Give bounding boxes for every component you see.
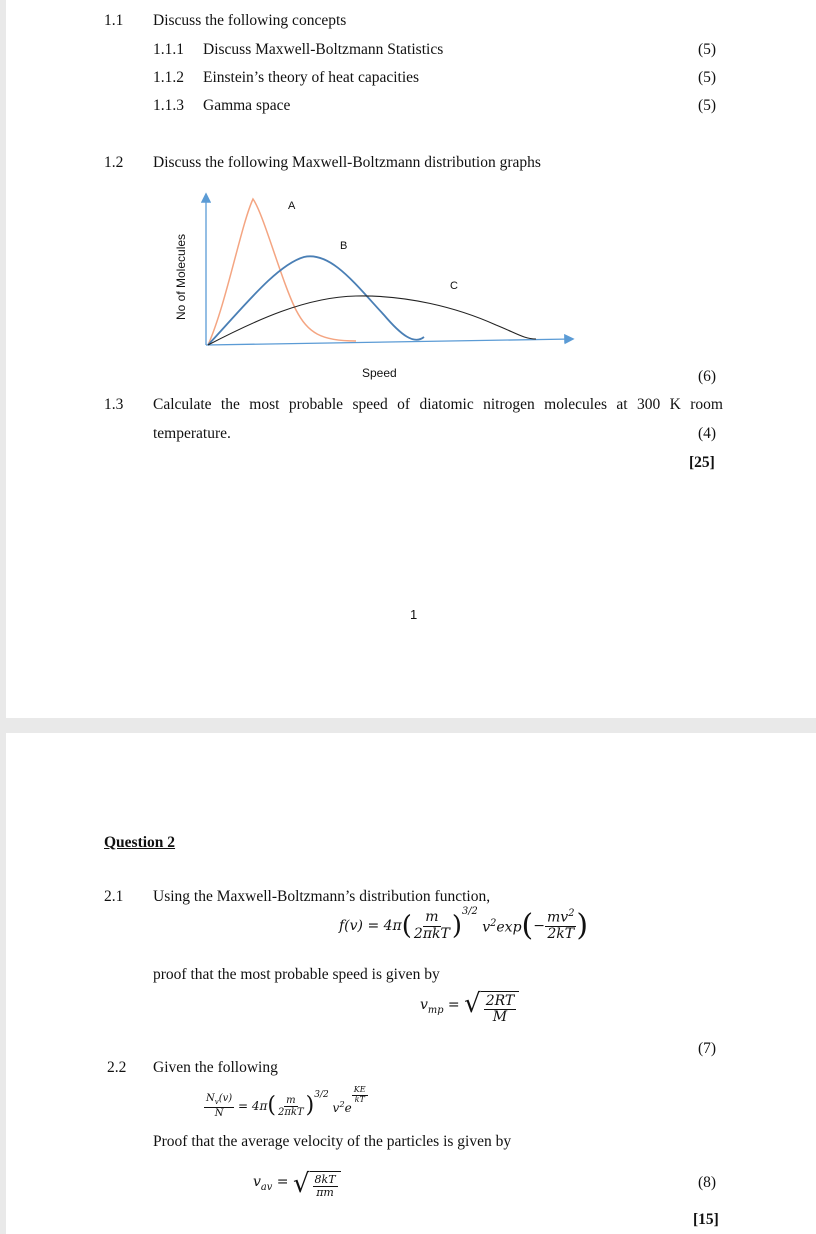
page2-total: [15] [693,1211,719,1228]
series-a-curve [208,199,356,345]
q2-1-proof-text: proof that the most probable speed is given by [153,966,440,983]
q1-1-3-marks: (5) [698,97,717,114]
q2-2-proof-text: Proof that the average velocity of the particles is given by [153,1133,512,1150]
page-number: 1 [410,607,418,622]
x-axis-label: Speed [362,366,397,380]
q1-1-3-text: Gamma space [203,97,291,114]
q2-1-text: Using the Maxwell-Boltzmann’s distribution function, [153,888,491,905]
x-axis [206,339,572,345]
series-c-label: C [450,280,458,292]
page-1 [6,0,816,718]
q2-1-marks: (7) [698,1040,717,1057]
number-distribution-formula: $\frac{N_v(v)}{N}$ = 4π ( $\frac{m}{\text{2πkT}}$ ) $^{3/2}$ $v^2e$ $^{\frac{KE}{kT}}$ [206,1085,366,1119]
q1-3-marks: (4) [698,425,717,442]
series-c-curve [208,296,536,345]
question-2-heading: Question 2 [104,834,176,851]
q1-1-2-number: 1.1.2 [153,69,184,86]
distribution-chart [156,185,596,385]
page-2 [6,733,816,1234]
q2-2-marks: (8) [698,1174,717,1191]
page1-total: [25] [689,454,715,471]
average-velocity-formula: $v_{av}$ = √ $\frac{8kT}{\pi m}$ [253,1165,341,1205]
y-axis-label: No of Molecules [174,233,188,320]
q1-1-1-text: Discuss Maxwell-Boltzmann Statistics [203,41,444,58]
series-a-label: A [288,200,296,212]
q1-2-number: 1.2 [104,154,124,171]
q1-3-number: 1.3 [104,396,124,413]
most-probable-speed-formula: $v_{mp}$ = √ $\frac{2RT}{M}$ [420,987,519,1029]
series-b-label: B [340,240,348,252]
q1-2-text: Discuss the following Maxwell-Boltzmann distribution graphs [153,154,541,171]
q1-2-marks: (6) [698,368,717,385]
q1-3-text-line2: temperature. [153,425,231,442]
q2-1-number: 2.1 [104,888,124,905]
q1-1-number: 1.1 [104,12,124,29]
q1-1-2-marks: (5) [698,69,717,86]
q2-2-number: 2.2 [107,1059,127,1076]
q1-3-text-line1: Calculate the most probable speed of diatomic nitrogen molecules at 300 K room [153,396,723,413]
q1-1-text: Discuss the following concepts [153,12,347,29]
q1-1-1-number: 1.1.1 [153,41,184,58]
q1-1-3-number: 1.1.3 [153,97,184,114]
q1-1-2-text: Einstein’s theory of heat capacities [203,69,420,86]
q2-2-text: Given the following [153,1059,278,1076]
q1-1-1-marks: (5) [698,41,717,58]
distribution-function-formula: f(v) = 4π ( $\frac{m}{\text{2πkT}}$ ) $^{3/2}$ $v^2\exp$ ( − $\frac{mv^2}{2kT}$ ) [339,906,589,943]
